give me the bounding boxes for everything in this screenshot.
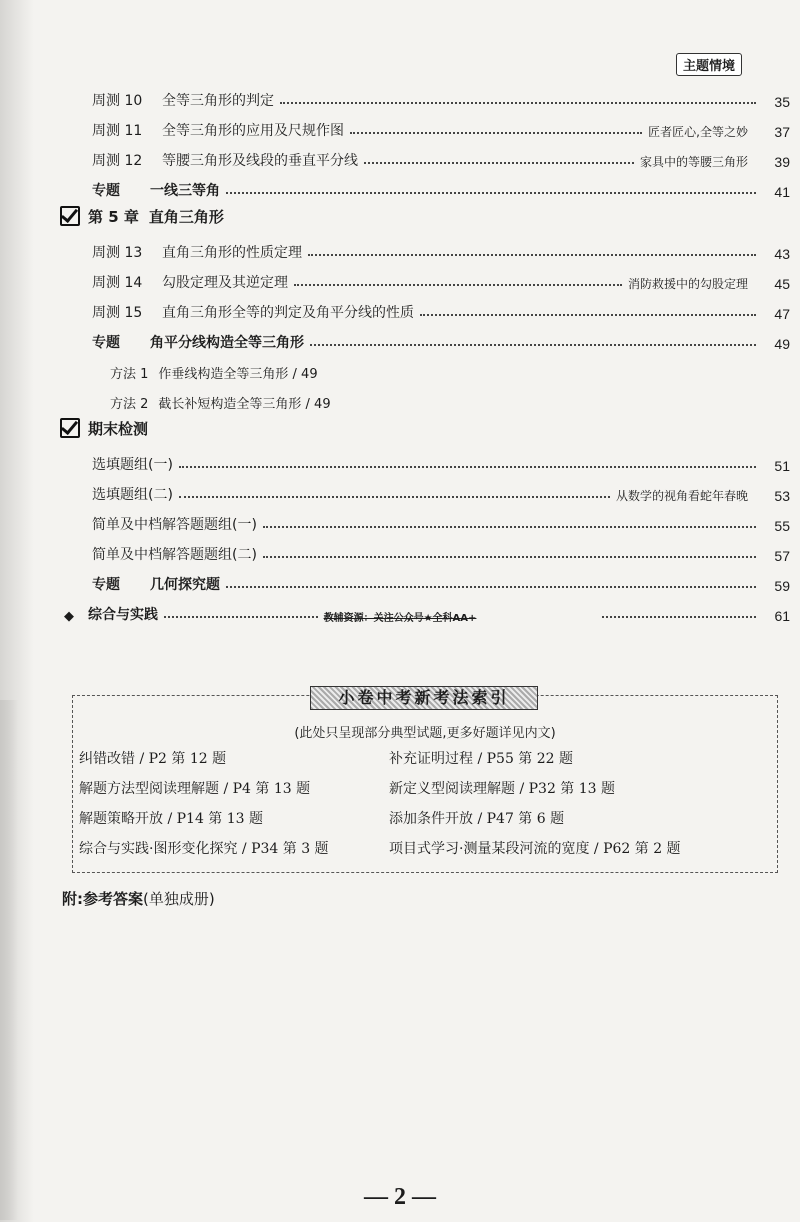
- annex-bold: 附:参考答案: [62, 890, 143, 908]
- entry-text: [60, 302, 414, 322]
- page-ref: 37: [774, 124, 790, 140]
- entry-title: 简单及中档解答题题组(二): [92, 547, 257, 563]
- dot-leader: [179, 466, 756, 468]
- toc-chapter-heading[interactable]: [60, 412, 790, 444]
- page-number: — 2 —: [364, 1184, 436, 1210]
- dot-leader: [164, 616, 318, 618]
- toc-method-item[interactable]: [60, 352, 790, 382]
- index-item: 添加条件开放 / P47 第 6 题: [389, 811, 565, 827]
- entry-text: [60, 90, 274, 110]
- toc-entry[interactable]: [60, 140, 790, 170]
- scene-label: 从数学的视角看蛇年春晚: [615, 489, 748, 503]
- dot-leader: [364, 162, 634, 164]
- index-item: 解题方法型阅读理解题 / P4 第 13 题: [79, 781, 311, 797]
- page-ref: 51: [774, 458, 790, 474]
- entry-text: [60, 120, 344, 140]
- entry-title: 选填题组(二): [92, 487, 173, 503]
- page-ref: 55: [774, 518, 790, 534]
- scene-label: 消防救援中的勾股定理: [627, 277, 748, 291]
- dot-leader: [308, 254, 756, 256]
- theme-tag: 主题情境: [676, 53, 742, 76]
- entry-title: 全等三角形的判定: [162, 93, 274, 109]
- method-label: 方法 2: [110, 397, 149, 412]
- page-ref: 59: [774, 578, 790, 594]
- entry-label: 周测 13: [92, 245, 143, 261]
- dot-leader: [420, 314, 756, 316]
- index-item: 解题策略开放 / P14 第 13 题: [79, 811, 264, 827]
- page-ref: 45: [774, 276, 790, 292]
- toc-entry[interactable]: [60, 474, 790, 504]
- toc-entry[interactable]: [60, 80, 790, 110]
- scene-label: 匠者匠心,全等之妙: [648, 125, 748, 139]
- entry-title: 综合与实践: [88, 607, 158, 623]
- toc-entry[interactable]: [60, 292, 790, 322]
- scene-label: 家具中的等腰三角形: [639, 155, 748, 169]
- toc-special-topic[interactable]: [60, 170, 790, 200]
- page-ref: 41: [774, 184, 790, 200]
- table-of-contents: [60, 80, 790, 624]
- entry-title: 角平分线构造全等三角形: [150, 335, 304, 351]
- page-ref: 35: [774, 94, 790, 110]
- dot-leader: [280, 102, 756, 104]
- page-ref: 57: [774, 548, 790, 564]
- index-item: 纠错改错 / P2 第 12 题: [79, 751, 227, 767]
- page-ref: 39: [774, 154, 790, 170]
- dot-leader: [263, 556, 756, 558]
- entry-label: 专题: [92, 577, 120, 593]
- toc-entry[interactable]: [60, 110, 790, 140]
- entry-label: 专题: [92, 183, 120, 199]
- entry-title: 直角三角形的性质定理: [162, 245, 302, 261]
- checkmark-box-icon: [60, 206, 80, 226]
- entry-text: [60, 514, 257, 534]
- entry-title: 一线三等角: [150, 183, 220, 199]
- entry-text: [60, 574, 220, 594]
- entry-text: [60, 180, 220, 200]
- answer-annex-note: [62, 888, 215, 909]
- dot-leader: [602, 616, 756, 618]
- toc-chapter-heading[interactable]: [60, 200, 790, 232]
- entry-label: 周测 15: [92, 305, 143, 321]
- dot-leader: [294, 284, 622, 286]
- dot-leader: [350, 132, 642, 134]
- index-item: 项目式学习·测量某段河流的宽度 / P62 第 2 题: [389, 841, 681, 857]
- checkmark-box-icon: [60, 418, 80, 438]
- method-text: [60, 363, 318, 382]
- chapter-title: 直角三角形: [148, 207, 224, 226]
- toc-entry[interactable]: [60, 504, 790, 534]
- entry-label: 专题: [92, 335, 120, 351]
- watermark-text: 教辅资源：关注公众号★全科AA+: [323, 613, 477, 624]
- entry-label: 周测 10: [92, 93, 143, 109]
- page-ref: 61: [774, 608, 791, 624]
- page-ref: 49: [774, 336, 790, 352]
- dot-leader: [179, 496, 610, 498]
- entry-title: 全等三角形的应用及尺规作图: [162, 123, 344, 139]
- chapter-title: 期末检测: [88, 419, 149, 438]
- toc-entry[interactable]: [60, 534, 790, 564]
- method-text: [60, 393, 331, 412]
- new-exam-index-box: [72, 688, 778, 873]
- index-note: (此处只呈现部分典型试题,更多好题详见内文): [294, 726, 556, 741]
- entry-text: [60, 272, 288, 292]
- diamond-bullet-icon: ◆: [64, 609, 74, 624]
- toc-entry[interactable]: [60, 262, 790, 292]
- toc-method-item[interactable]: [60, 382, 790, 412]
- dot-leader: [226, 192, 756, 194]
- entry-title: 勾股定理及其逆定理: [162, 275, 288, 291]
- toc-practice-entry[interactable]: [60, 594, 790, 624]
- dot-leader: [310, 344, 756, 346]
- chapter-label: 第 5 章: [88, 207, 139, 226]
- entry-title: 等腰三角形及线段的垂直平分线: [162, 153, 358, 169]
- toc-special-topic[interactable]: [60, 322, 790, 352]
- index-item: 综合与实践·图形变化探究 / P34 第 3 题: [79, 841, 329, 857]
- toc-entry[interactable]: [60, 444, 790, 474]
- entry-text: [60, 332, 304, 352]
- index-grid: [79, 748, 771, 858]
- entry-text: [60, 150, 358, 170]
- entry-text: [60, 454, 173, 474]
- entry-text: [60, 484, 173, 504]
- entry-title: 简单及中档解答题题组(一): [92, 517, 257, 533]
- method-title: 作垂线构造全等三角形 / 49: [158, 367, 318, 382]
- toc-entry[interactable]: [60, 232, 790, 262]
- index-item: 新定义型阅读理解题 / P32 第 13 题: [389, 781, 616, 797]
- toc-special-topic[interactable]: [60, 564, 790, 594]
- page-ref: 47: [774, 306, 790, 322]
- entry-label: 周测 12: [92, 153, 143, 169]
- entry-title: 选填题组(一): [92, 457, 173, 473]
- dot-leader: [263, 526, 756, 528]
- page-ref: 43: [774, 246, 790, 262]
- page-edge-shadow-lower: [0, 700, 18, 1220]
- annex-rest: (单独成册): [143, 890, 215, 908]
- index-title: 小卷中考新考法索引: [310, 686, 538, 710]
- entry-text: [60, 544, 257, 564]
- index-item: 补充证明过程 / P55 第 22 题: [389, 751, 574, 767]
- method-label: 方法 1: [110, 367, 149, 382]
- entry-label: 周测 11: [92, 123, 143, 139]
- entry-text: [60, 242, 302, 262]
- entry-label: 周测 14: [92, 275, 143, 291]
- entry-title: 直角三角形全等的判定及角平分线的性质: [162, 305, 414, 321]
- method-title: 截长补短构造全等三角形 / 49: [158, 397, 331, 412]
- dot-leader: [226, 586, 756, 588]
- page-ref: 53: [774, 488, 790, 504]
- entry-title: 几何探究题: [150, 577, 220, 593]
